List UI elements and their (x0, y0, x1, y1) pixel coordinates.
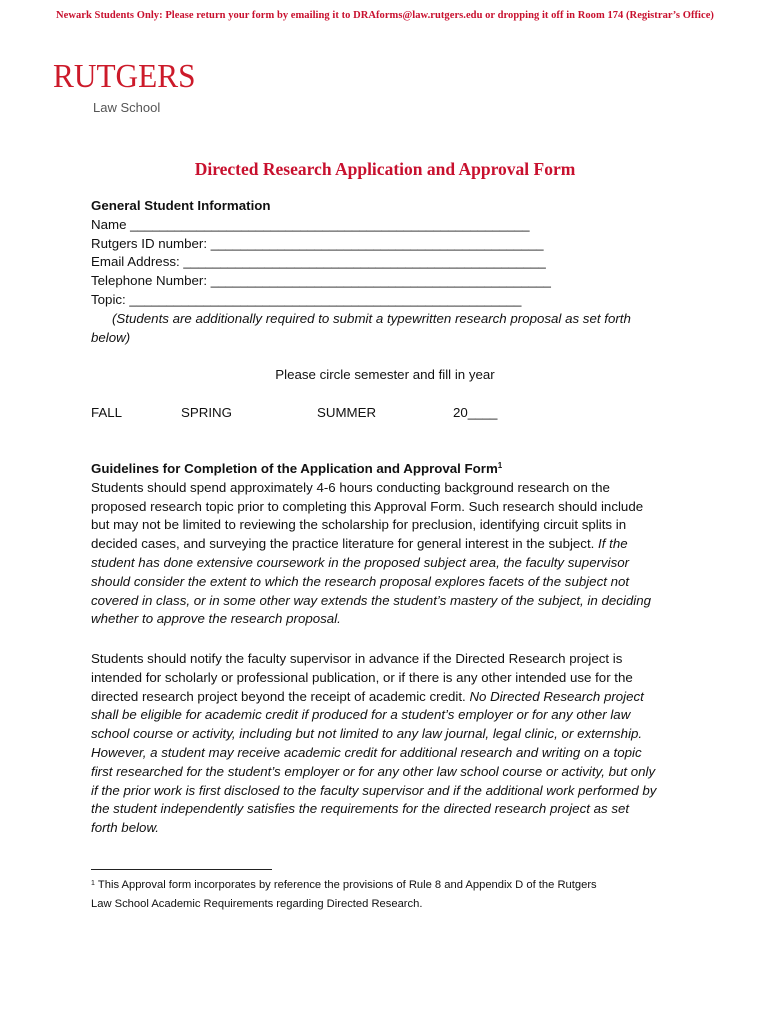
general-info-section (91, 197, 691, 347)
paragraph-line: first researched for the student’s employer or for any other law school course or activity, but only (91, 763, 656, 779)
footnote (91, 876, 691, 914)
publication-notice-section (91, 650, 691, 838)
paragraph-line: However, a student may receive academic credit for additional research and writing on a topic (91, 744, 642, 760)
logo-wordmark: RUTGERS (53, 58, 196, 95)
footnote-line: Law School Academic Requirements regarding Directed Research. (91, 898, 423, 910)
paragraph-line: whether to approve the research proposal. (91, 611, 341, 627)
paragraph-line: but may not be limited to reviewing the scholarship for preclusion, identifying circuit splits in (91, 517, 627, 533)
paragraph-line: forth below. (91, 820, 160, 836)
paragraph-line: proposed research topic prior to completing this Approval Form. Such research should include (91, 498, 644, 514)
proposal-note-line1: (Students are additionally required to submit a typewritten research proposal as set forth (112, 310, 631, 326)
form-title: Directed Research Application and Approval Form (194, 159, 576, 179)
footnote-reference: 1 (497, 461, 503, 470)
paragraph-text: directed research project beyond the receipt of academic credit. (91, 688, 470, 704)
general-info-heading: General Student Information (91, 198, 271, 213)
guidelines-heading (91, 460, 691, 479)
name-field[interactable]: Name ______________________________________________________ (91, 216, 530, 232)
rutgers-id-field[interactable]: Rutgers ID number: _____________________________________________ (91, 235, 544, 251)
paragraph-text: decided cases, and surveying the practice literature for general interest in the subject. (91, 536, 599, 552)
semester-option-fall[interactable]: FALL (91, 405, 123, 420)
year-field[interactable]: 20____ (453, 405, 498, 420)
footnote-mark: 1 (91, 880, 95, 887)
guidelines-section (91, 460, 691, 629)
paragraph-line: Students should notify the faculty supervisor in advance if the Directed Research project is (91, 651, 623, 666)
footnote-text: This Approval form incorporates by reference the provisions of Rule 8 and Appendix D of the Rutgers (97, 879, 597, 891)
footnote-divider (91, 869, 272, 870)
paragraph-line: student has done extensive coursework in the proposed subject area, the faculty supervisor (91, 554, 630, 570)
paragraph-italic-text: If the (598, 536, 628, 552)
return-instructions-notice: Newark Students Only: Please return your form by emailing it to DRAforms@law.rutgers.edu or dropping it off in Room 174 (Registrar’s Office) (56, 10, 714, 21)
paragraph-line: shall be eligible for academic credit if produced for a student’s employer or for any other law (91, 707, 631, 723)
paragraph-line: covered in class, or in some other way extends the student’s mastery of the subject, in deciding (91, 592, 651, 608)
paragraph-line (91, 535, 691, 554)
semester-option-spring[interactable]: SPRING (181, 405, 232, 420)
topic-field[interactable]: Topic: _____________________________________________________ (91, 291, 522, 307)
rutgers-law-logo (53, 58, 208, 115)
paragraph-line: Students should spend approximately 4-6 hours conducting background research on the (91, 479, 610, 495)
paragraph-line (91, 688, 691, 707)
paragraph-line: if the prior work is first disclosed to the faculty supervisor and if the additional work performed by (91, 782, 657, 798)
paragraph-line: intended for scholarly or professional publication, or if there is any other intended use for the (91, 669, 633, 685)
email-field[interactable]: Email Address: _________________________________________________ (91, 254, 546, 270)
footnote-line (91, 876, 691, 895)
paragraph-italic-text: No Directed Research project (469, 688, 644, 704)
guidelines-heading-text: Guidelines for Completion of the Application and Approval Form (91, 461, 498, 476)
semester-prompt: Please circle semester and fill in year (275, 367, 495, 382)
paragraph-line: school course or activity, including but not limited to any law journal, legal clinic, or externship. (91, 726, 643, 742)
proposal-note-line2: below) (91, 329, 131, 345)
paragraph-line: the student independently satisfies the requirements for the directed research project as set (91, 801, 630, 817)
semester-option-summer[interactable]: SUMMER (317, 405, 377, 420)
paragraph-line: should consider the extent to which the research proposal explores facets of the subject not (91, 573, 630, 589)
logo-subtitle: Law School (93, 100, 161, 115)
telephone-field[interactable]: Telephone Number: ______________________________________________ (91, 273, 551, 289)
